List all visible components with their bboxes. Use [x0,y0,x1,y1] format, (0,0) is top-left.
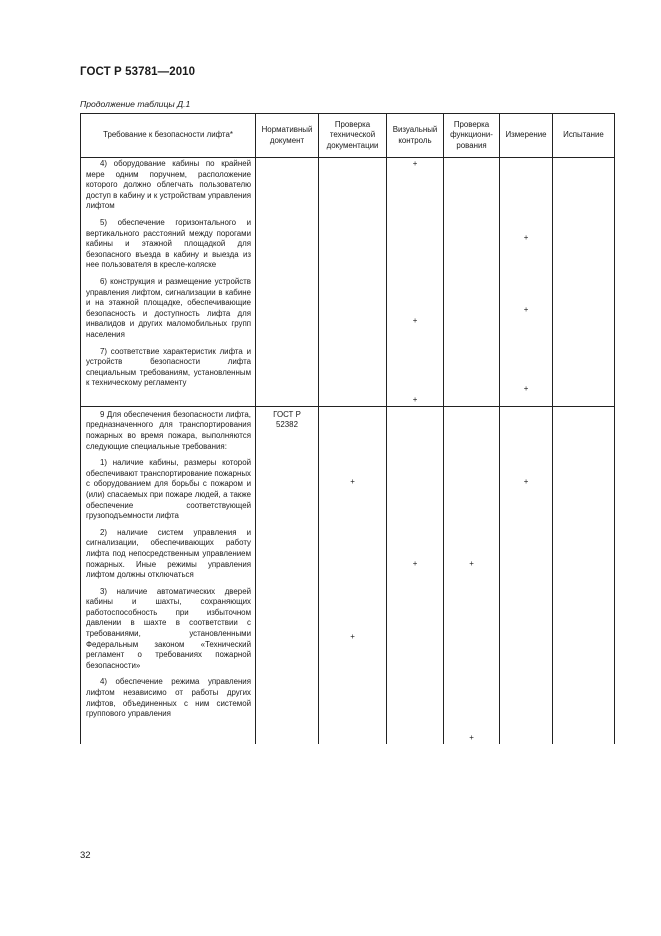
requirement-text: 3) наличие автоматических дверей кабины и шахты, сохраняющих работоспособность при избыточном давлении в шахте в соответствии с требованиями, установленными Федеральным законом «Технический регламент о требованиях пожарной безопасности» [86,586,251,670]
normative-reference: ГОСТ Р 52382 [273,409,301,430]
table-row [81,406,615,744]
header-normative-text: Нормативный документ [261,125,313,145]
requirement-text: 4) оборудование кабины по крайней мере одним поручнем, расположение которого должно облегчать пользователю доступ в кабину и к устройствам управления лифтом [86,159,251,211]
doc-check-cell [319,158,387,407]
document-title: ГОСТ Р 53781—2010 [80,66,196,78]
test-cell [553,158,615,407]
header-functional: Проверка функциони-рования [444,114,500,158]
check-mark: + [523,233,529,242]
check-mark: + [469,558,474,568]
header-test: Испытание [553,114,615,158]
normative-cell [256,406,319,744]
measurement-cell [500,158,553,407]
header-normative [256,114,319,158]
check-mark: + [469,733,474,743]
table-header-row [81,114,615,158]
functional-cell [444,406,500,744]
header-measurement: Измерение [500,114,553,158]
visual-cell [387,406,444,744]
table-row [81,158,615,407]
requirement-text: 9 Для обеспечения безопасности лифта, предназначенного для транспортирования пожарных во время пожара, выполняются следующие специальные требования: [86,409,251,451]
doc-check-cell [319,406,387,744]
requirement-text: 6) конструкция и размещение устройств управления лифтом, сигнализации в кабине и на этажной площадке, обеспечивающие безопасность и доступность лифта для инвалидов и других маломобильных групп населения [86,276,251,339]
requirement-text: 7) соответствие характеристик лифта и устройств безопасности лифта специальным требованиям, установленным к техническому регламенту [86,346,251,388]
measurement-cell [500,406,553,744]
table-caption: Продолжение таблицы Д.1 [80,99,191,109]
requirement-cell [81,158,256,407]
test-cell [553,406,615,744]
requirement-text: 1) наличие кабины, размеры которой обеспечивают транспортирование пожарных с оборудованием для борьбы с пожаром и (или) спасаемых при пожаре людей, а также обеспечение соответствующей грузоподъемности лифта [86,458,251,521]
check-mark: + [412,558,418,568]
check-mark: + [350,476,355,486]
check-mark: + [412,315,418,325]
requirement-text: 4) обеспечение режима управления лифтом независимо от работы других лифтов, объединенных с ним системой группового управления [86,677,251,719]
header-requirement: Требование к безопасности лифта* [81,114,256,158]
check-mark: + [523,304,529,314]
header-doc-check: Проверка технической документации [319,114,387,158]
check-mark: + [523,384,529,394]
page-number: 32 [80,850,91,861]
check-mark: + [412,395,418,405]
check-mark: + [350,632,355,642]
requirement-text: 5) обеспечение горизонтального и вертикального расстояний между порогами кабины и этажной площадкой для безопасного въезда в кабину и выезда из нее пользователя в кресле-коляске [86,217,251,270]
check-mark: + [523,476,529,486]
visual-cell [387,158,444,407]
requirements-table [80,113,615,744]
requirement-cell [81,406,256,744]
normative-cell [256,158,319,407]
functional-cell [444,158,500,407]
requirement-text: 2) наличие систем управления и сигнализации, обеспечивающих работу лифта под непосредственным управлением пожарных. Иные режимы управления лифтом должны отключаться [86,527,251,580]
check-mark: + [412,159,418,168]
header-visual: Визуальный контроль [387,114,444,158]
